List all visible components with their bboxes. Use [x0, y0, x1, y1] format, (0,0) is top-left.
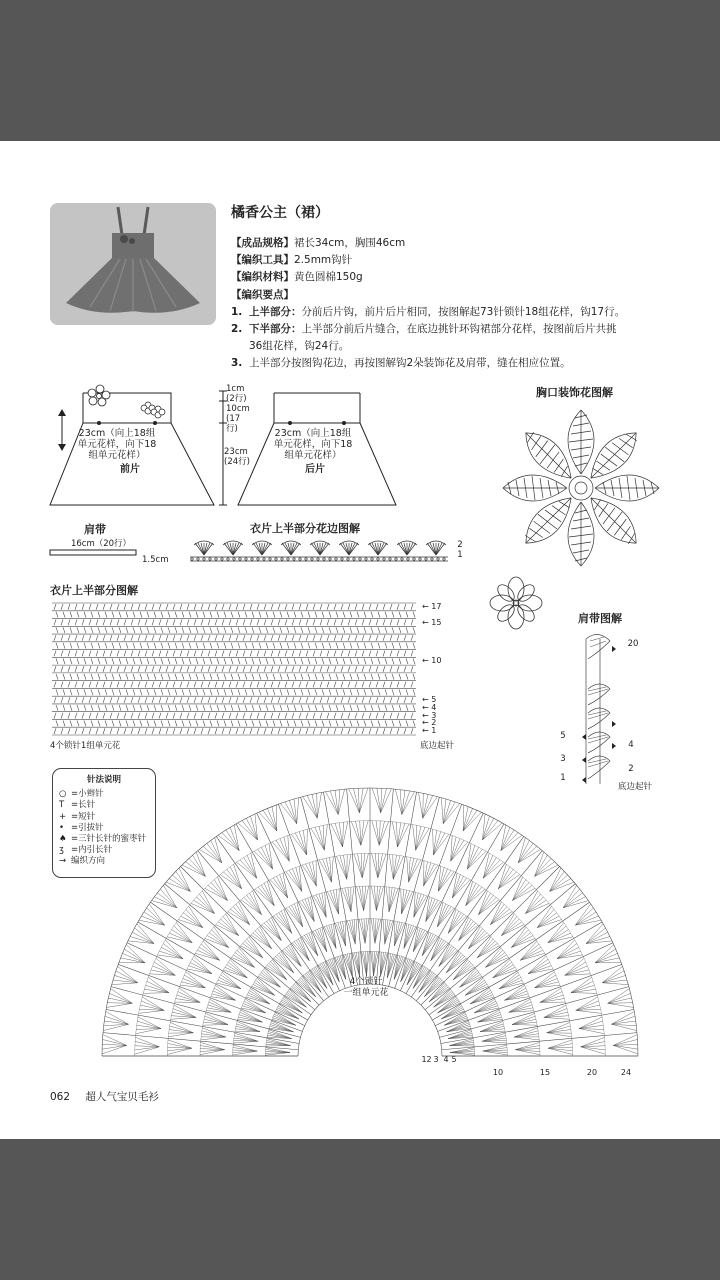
spec-points: 【编织要点】 — [231, 288, 294, 301]
upper-row-label: ← 15 — [422, 617, 442, 627]
step-3: 3. 上半部分按图钩花边，再按图解钩2朵装饰花及肩带，缝在相应位置。 — [231, 357, 571, 370]
bottom-dark-bar — [0, 1139, 720, 1280]
legend-item: T =长针 — [59, 800, 96, 811]
small-flower-chart — [486, 573, 546, 633]
legend-item: • =引拔针 — [59, 822, 104, 833]
dimension-labels-lower: 23cm (24行) — [224, 447, 250, 467]
front-piece-name: 前片 — [120, 464, 140, 475]
upper-row-label: ← 1 — [422, 726, 437, 736]
spec-tool: 【编织工具】2.5mm钩针 — [231, 254, 353, 267]
skirt-row-label: 15 — [539, 1068, 551, 1077]
page-footer — [50, 1089, 171, 1104]
edging-row-1: 1 — [457, 550, 463, 560]
strap-length: 16cm（20行） — [70, 539, 132, 549]
strap-row-1: 1 — [560, 773, 566, 783]
book-title: 超人气宝贝毛衫 — [85, 1091, 159, 1103]
legend-title: 针法说明 — [86, 775, 121, 785]
step-2: 2. 下半部分：上半部分前后片缝合，在底边挑针环钩裙部分花样，按图前后片共挑 — [231, 323, 617, 336]
pattern-info — [231, 235, 701, 373]
legend-item: ♠ =三针长针的蜜枣针 — [59, 834, 147, 845]
upper-bottom-right: 底边起针 — [420, 741, 455, 751]
dimension-labels: 1cm (2行) 10cm (17行) — [226, 384, 250, 434]
skirt-row-label: 2 — [426, 1055, 432, 1064]
skirt-row-label: 24 — [620, 1068, 632, 1077]
skirt-row-label: 20 — [586, 1068, 598, 1077]
upper-bottom-left: 4个锁针1组单元花 — [50, 741, 121, 751]
skirt-row-label: 5 — [451, 1055, 457, 1064]
upper-chart — [50, 599, 420, 739]
strap-row-5: 5 — [560, 731, 566, 741]
back-piece-name: 后片 — [305, 464, 325, 475]
dress-photo — [50, 203, 216, 325]
legend-item: → 编织方向 — [59, 856, 106, 867]
spec-size: 【成品规格】裙长34cm，胸围46cm — [231, 237, 406, 249]
front-width-label: 23cm（向上18组 单元花样，向下18 组单元花样） — [77, 428, 157, 461]
strap-row-4: 4 — [628, 740, 634, 750]
step-2-cont: 36组花样，钩24行。 — [249, 340, 350, 353]
upper-row-label: ← 5 — [422, 695, 437, 705]
strap-chart-title: 肩带图解 — [578, 612, 622, 625]
strap-title: 肩带 — [84, 523, 106, 536]
flower-icon — [88, 385, 110, 406]
step-1: 1. 上半部分：分前后片钩，前片后片相同，按图解起73针锁针18组花样，钩17行。 — [231, 305, 626, 318]
legend-item: ʒ =内引长针 — [59, 845, 113, 856]
strap-width: 1.5cm — [142, 555, 169, 565]
page-number: 062 — [50, 1091, 71, 1103]
upper-chart-title: 衣片上半部分图解 — [50, 584, 138, 597]
skirt-row-label: 4 — [443, 1055, 449, 1064]
strap-start: 底边起针 — [618, 782, 653, 792]
flower-chart — [496, 403, 666, 573]
upper-row-label: ← 10 — [422, 656, 442, 666]
upper-row-label: ← 4 — [422, 702, 437, 712]
edging-chart — [188, 537, 458, 565]
back-width-label: 23cm（向上18组 单元花样，向下18 组单元花样） — [273, 428, 353, 461]
skirt-row-label: 10 — [492, 1068, 504, 1077]
strap-row-3: 3 — [560, 754, 566, 764]
strap-row-20: 20 — [627, 639, 639, 649]
top-dark-bar — [0, 0, 720, 141]
upper-row-label: ← 17 — [422, 602, 442, 611]
edging-row-2: 2 — [457, 540, 463, 550]
upper-row-label: ← 3 — [422, 710, 437, 720]
document-page — [0, 141, 720, 1139]
upper-row-label: ← 2 — [422, 718, 437, 728]
skirt-center-label: 4个锁针 一组单元花 — [343, 977, 389, 998]
flower-chart-title: 胸口装饰花图解 — [536, 386, 613, 399]
legend-item: ○ =小辫针 — [59, 789, 104, 800]
spec-material: 【编织材料】黄色圆棉150g — [231, 271, 363, 284]
strap-row-2: 2 — [628, 764, 634, 774]
legend-item: + =短针 — [59, 811, 96, 822]
skirt-row-label: 3 — [433, 1055, 439, 1064]
pattern-title: 橘香公主（裙） — [231, 205, 329, 221]
skirt-chart — [95, 751, 645, 1071]
skirt-row-label: 1 — [421, 1055, 427, 1064]
edging-title: 衣片上半部分花边图解 — [250, 522, 360, 535]
small-flower-icon — [141, 402, 165, 418]
